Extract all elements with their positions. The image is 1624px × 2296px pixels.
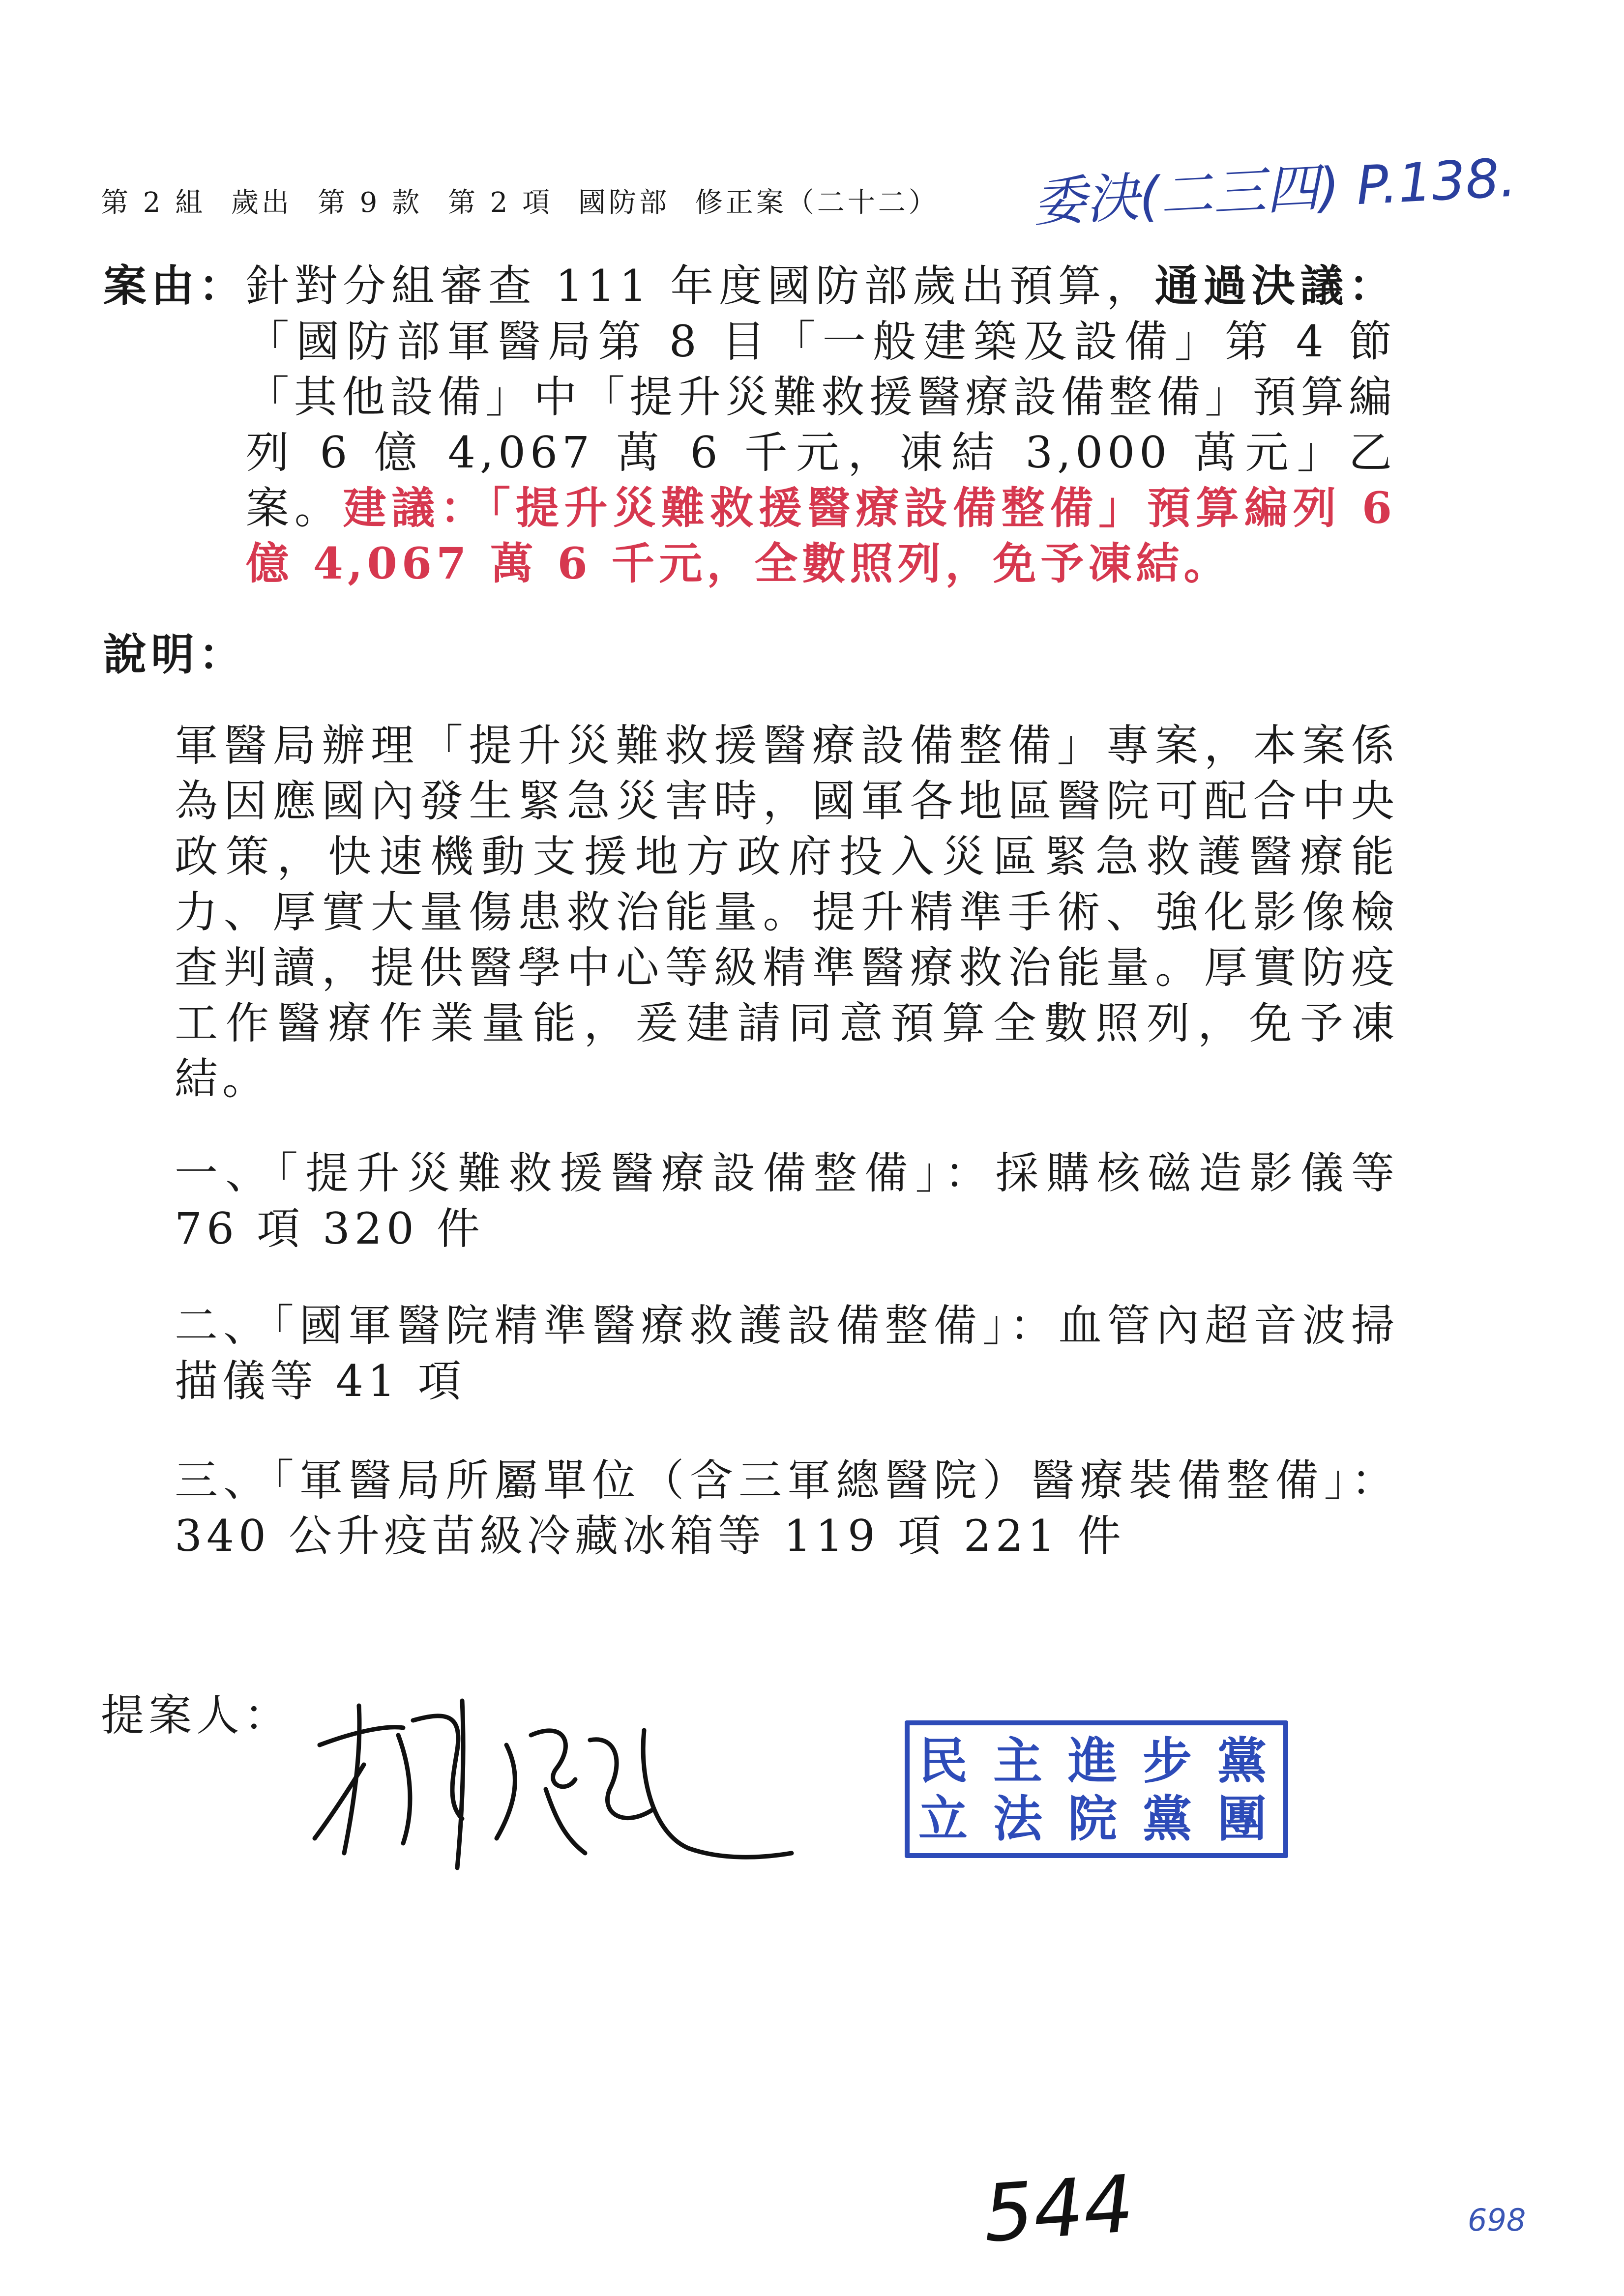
- header-ministry: 國防部: [578, 187, 670, 219]
- proposer-label: 提案人：: [101, 1690, 292, 1741]
- case-label: 案由：: [103, 260, 247, 311]
- stamp-line-1: 民主進步黨: [918, 1732, 1292, 1790]
- explanation-item-2: 二、「國軍醫院精準醫療救護設備整備」：血管內超音波掃描儀等 41 項: [175, 1300, 1399, 1406]
- case-text: [246, 258, 1396, 591]
- corner-page-number: 698: [1468, 2202, 1526, 2238]
- explanation-item-3: 三、「軍醫局所屬單位（含三軍總醫院）醫療裝備整備」：340 公升疫苗級冷藏冰箱等 119 項 221 件: [175, 1455, 1399, 1561]
- document-header: [101, 181, 953, 220]
- header-group: 第 2 組: [101, 187, 206, 219]
- party-caucus-stamp: [905, 1720, 1292, 1858]
- explanation-paragraph: 軍醫局辦理「提升災難救援醫療設備整備」專案，本案係為因應國內發生緊急災害時，國軍各地區醫院可配合中央政策，快速機動支援地方政府投入災區緊急救護醫療能力、厚實大量傷患救治能量。提升精準手術、強化影像檢查判讀，提供醫學中心等級精準醫療救治能量。厚實防疫工作醫療作業量能，爰建請同意預算全數照列，免予凍結。: [175, 720, 1399, 1104]
- handwritten-note: 委決(二三四) P.138.: [1031, 147, 1518, 234]
- handwritten-page-number: 544: [980, 2157, 1137, 2260]
- explanation-label: 說明：: [103, 629, 247, 680]
- resolution-label: 通過決議：: [1154, 260, 1396, 311]
- header-section: 第 9 款: [317, 187, 423, 219]
- stamp-line-2: 立法院黨團: [918, 1790, 1292, 1848]
- handwritten-signature: [300, 1691, 801, 1878]
- case-body: 「國防部軍醫局第 8 目「一般建築及設備」第 4 節「其他設備」中「提升災難救援醫療設備整備」預算編列 6 億 4,067 萬 6 千元，凍結 3,000 萬元」乙案。: [246, 316, 1396, 533]
- explanation-item-1: 一、「提升災難救援醫療設備整備」：採購核磁造影儀等 76 項 320 件: [175, 1148, 1399, 1254]
- header-case-number: 修正案（二十二）: [695, 187, 939, 219]
- case-intro: 針對分組審查 111 年度國防部歲出預算，: [246, 261, 1155, 311]
- case-suggestion: 建議：「提升災難救援醫療設備整備」預算編列 6 億 4,067 萬 6 千元，全數照列，免予凍結。: [246, 482, 1396, 589]
- header-item: 第 2 項: [447, 187, 553, 219]
- header-category: 歲出: [231, 187, 293, 219]
